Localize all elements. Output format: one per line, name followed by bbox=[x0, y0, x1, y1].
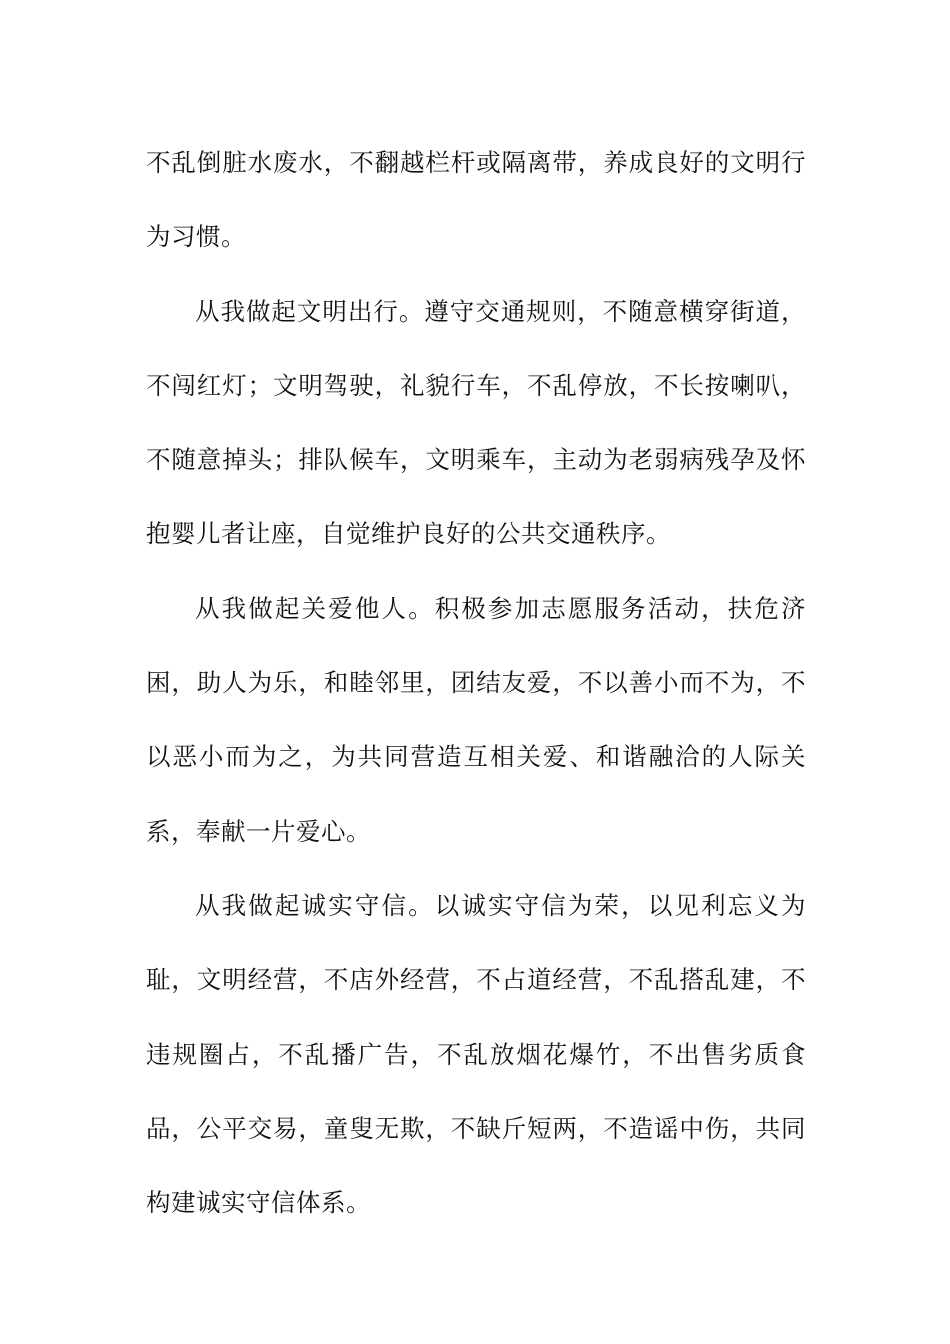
paragraph-continuation: 不乱倒脏水废水，不翻越栏杆或隔离带，养成良好的文明行为习惯。 bbox=[146, 148, 806, 252]
paragraph-civilized-travel: 从我做起文明出行。遵守交通规则，不随意横穿街道，不闯红灯；文明驾驶，礼貌行车，不乱停放，不长按喇叭，不随意掉头；排队候车，文明乘车，主动为老弱病残孕及怀抱婴儿者让座，自觉维护良好的公共交通秩序。 bbox=[146, 296, 806, 549]
paragraph-care-for-others: 从我做起关爱他人。积极参加志愿服务活动，扶危济困，助人为乐，和睦邻里，团结友爱，不以善小而不为，不以恶小而为之，为共同营造互相关爱、和谐融洽的人际关系，奉献一片爱心。 bbox=[146, 593, 806, 846]
document-body bbox=[146, 126, 806, 1240]
paragraph-honesty: 从我做起诚实守信。以诚实守信为荣，以见利忘义为耻，文明经营，不店外经营，不占道经营，不乱搭乱建，不违规圈占，不乱播广告，不乱放烟花爆竹，不出售劣质食品，公平交易，童叟无欺，不缺斤短两，不造谣中伤，共同构建诚实守信体系。 bbox=[146, 890, 806, 1218]
